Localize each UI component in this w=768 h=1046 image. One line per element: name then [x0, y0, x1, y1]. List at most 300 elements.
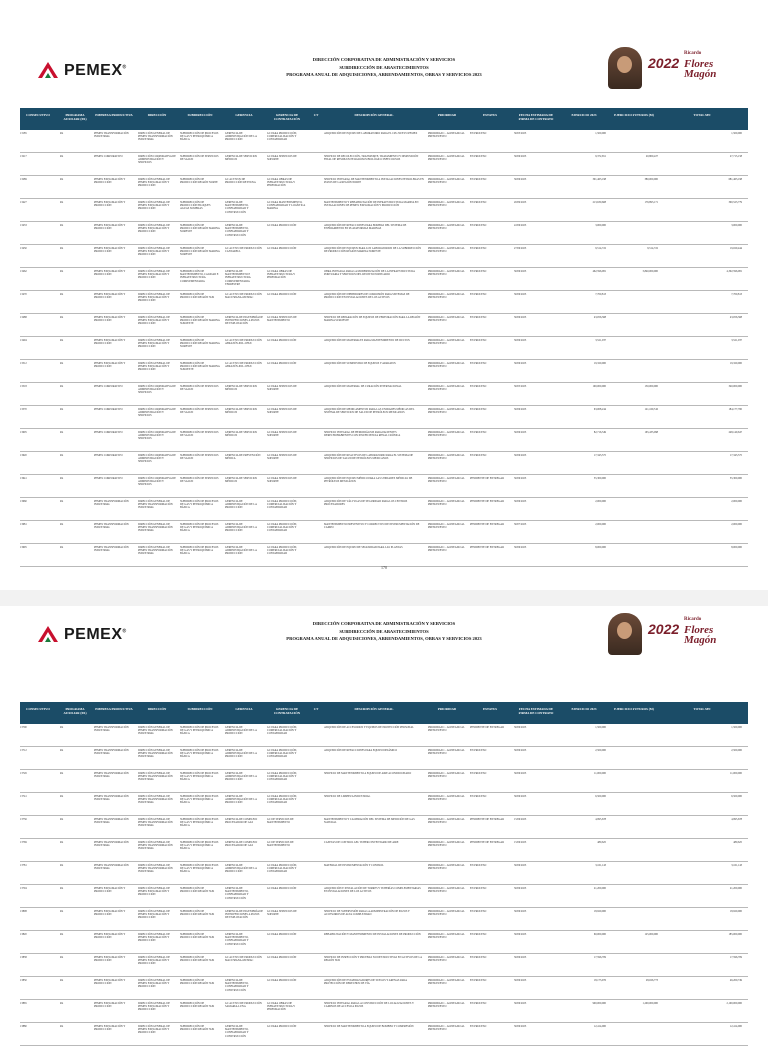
cell-gerencia: GERENCIA DE MANTENIMIENTO, CONFIABILIDAD Y CONSTRUCCIÓN	[225, 1025, 249, 1038]
cell-gerencia-contratacion: GC PARA PRODUCCIÓN	[267, 956, 297, 959]
cell-total: 184,177,760	[728, 408, 742, 411]
portrait-icon	[608, 613, 642, 655]
cell-direccion: DIRECCIÓN GENERAL DE PEMEX TRANSFORMACIÓN INDUSTRIAL	[138, 749, 173, 759]
cell-estatus: EN PROCESO	[470, 431, 487, 434]
cell-gerencia: GERENCIA DE ADMINISTRACIÓN DE LA PRODUCCIÓN	[225, 523, 257, 533]
cell-ejercicio-2023: 60,000,000	[593, 933, 606, 936]
cell-gerencia: GC ACTIVO DE PRODUCCIÓN MACUSPANA-MUSPAC	[225, 956, 262, 963]
cell-total: 43,056,368	[729, 316, 742, 319]
cell-consecutivo: 13427	[20, 201, 27, 204]
cell-prioridad: PRIORIDAD 1 - ALINEADO AL PRESUPUESTO	[428, 316, 465, 323]
cell-consecutivo: 13488	[20, 316, 27, 319]
cell-prioridad: PRIORIDAD 1 - ALINEADO AL PRESUPUESTO	[428, 956, 465, 963]
cell-fecha-firma: 30/05/2023	[514, 385, 527, 388]
cell-gerencia-contratacion: GC PARA SERVICIOS DE MANTENIMIENTO	[267, 316, 297, 323]
cell-gerencia: GERENCIA DE SERVICIOS MÉDICOS	[225, 408, 258, 415]
cell-direccion: DIRECCIÓN GENERAL DE PEMEX EXPLORACIÓN Y PRODUCCIÓN	[138, 1025, 170, 1035]
table-row	[20, 816, 748, 839]
cell-gerencia: GERENCIA DE ADMINISTRACIÓN DE LA PRODUCCIÓN	[225, 500, 257, 510]
cell-gerencia: GERENCIA DE ADMINISTRACIÓN DE LA PRODUCCIÓN	[225, 795, 257, 805]
cell-prioridad: PRIORIDAD 1 - ALINEADO AL PRESUPUESTO	[428, 887, 465, 894]
cell-gerencia: GERENCIA DE MANTENIMIENTO E INFRAESTRUCTURA COMPLEMENTARIA TERRESTRE	[225, 270, 251, 286]
cell-estatus: EN PROCESO	[470, 385, 487, 388]
table-row	[20, 862, 748, 885]
cell-fecha-firma: 30/06/2023	[514, 178, 527, 181]
cell-ejercicio-2023: 21,200,000	[593, 887, 606, 890]
cell-empresa: PEMEX TRANSFORMACIÓN INDUSTRIAL	[94, 749, 129, 756]
cell-estatus: EN PROCESO	[470, 956, 487, 959]
cell-prioridad: PRIORIDAD 1 - ALINEADO AL PRESUPUESTO	[428, 933, 465, 940]
table-row	[20, 337, 748, 360]
logo-mark: ®	[122, 64, 127, 71]
cell-programa: PA	[60, 726, 64, 729]
cell-direccion: DIRECCIÓN GENERAL DE PEMEX EXPLORACIÓN Y PRODUCCIÓN	[138, 956, 170, 966]
cell-total: 8,000,000	[731, 546, 742, 549]
cell-gerencia-contratacion: GC PARA PRODUCCIÓN	[267, 293, 297, 296]
cell-direccion: DIRECCIÓN GENERAL DE PEMEX TRANSFORMACIÓN INDUSTRIAL	[138, 841, 173, 851]
col-header-consecutivo: CONSECUTIVO	[26, 707, 50, 711]
col-header-subdireccion: SUBDIRECCIÓN	[187, 113, 213, 117]
col-header-total: TOTAL MN	[693, 113, 711, 117]
cell-fecha-firma: 30/06/2023	[514, 1025, 527, 1028]
cell-total: 19,029,444	[729, 247, 742, 250]
cell-subdireccion: SUBDIRECCIÓN DE PROCESOS DE GAS Y PETROQUÍMICA BÁSICA	[180, 818, 219, 828]
cell-descripcion: SERVICIO DE RECOLECCIÓN, TRANSPORTE, TRATAMIENTO Y DISPOSICIÓN FINAL DE RESIDUOS PELIGROSOS BIOLÓGICO INFECCIOSOS	[324, 155, 419, 162]
cell-descripcion: ADQUISICIÓN DE ACCESORIOS Y EQUIPOS DE PROTECCIÓN PERSONAL	[324, 726, 414, 729]
cell-prioridad: PRIORIDAD 1 - ALINEADO AL PRESUPUESTO	[428, 1002, 465, 1009]
cell-descripcion: SERVICIO INTEGRAL DE HEMODIÁLISIS PARA PACIENTES DERECHOHABIENTES CON INSUFICIENCIA RENAL CRÓNICA	[324, 431, 401, 438]
cell-gerencia: GERENCIA DE SERVICIOS MÉDICOS	[225, 385, 258, 392]
cell-prioridad: PRIORIDAD 1 - ALINEADO AL PRESUPUESTO	[428, 500, 465, 507]
cell-consecutivo: 13620	[20, 454, 27, 457]
header-line-2: SUBDIRECCIÓN DE ABASTECIMIENTOS	[339, 64, 429, 70]
cell-subdireccion: SUBDIRECCIÓN DE SERVICIOS DE SALUD	[180, 155, 219, 162]
cell-programa: PA	[60, 431, 64, 434]
cell-descripcion: ADQUISICIÓN DE INHIBIDORES DE CORROSIÓN PARA SISTEMAS DE PRODUCCIÓN EN INSTALACIONES DE LOS ACTIVOS	[324, 293, 410, 300]
cell-consecutivo: 13712	[20, 749, 27, 752]
cell-ejercicio-2023: 17,596,709	[593, 956, 606, 959]
cell-total: 3,521,037	[731, 339, 742, 342]
cell-ejercicio-2023: 11,000,000	[594, 772, 606, 775]
cell-prioridad: PRIORIDAD 1 - ALINEADO AL PRESUPUESTO	[428, 293, 465, 300]
cell-ejercicio-2023: 63,008,244	[593, 408, 606, 411]
table-row	[20, 908, 748, 931]
cell-direccion: DIRECCIÓN GENERAL DE PEMEX TRANSFORMACIÓN INDUSTRIAL	[138, 818, 173, 828]
cell-gerencia: GERENCIA DE MANTENIMIENTO, CONFIABILIDAD Y CONSTRUCCIÓN	[225, 979, 249, 992]
cell-prioridad: PRIORIDAD 1 - ALINEADO AL PRESUPUESTO	[428, 523, 465, 530]
cell-descripcion: SERVICIO DE INSPECCIÓN Y PRUEBAS NO DESTRUCTIVAS EN ACTIVOS DE LA REGIÓN SUR	[324, 956, 422, 963]
header-line-2: SUBDIRECCIÓN DE ABASTECIMIENTOS	[339, 628, 429, 634]
table-body	[20, 130, 748, 567]
cell-ejercicio-2023: 1,500,000	[595, 132, 606, 135]
cell-fecha-firma: 30/07/2023	[514, 523, 527, 526]
col-header-ejercicio-2023: EJERCICIO 2023	[571, 113, 597, 117]
cell-gerencia-contratacion: GC PARA SERVICIOS DE SOPORTE	[267, 477, 297, 484]
cell-empresa: PEMEX TRANSFORMACIÓN INDUSTRIAL	[94, 841, 129, 848]
col-header-subdireccion: SUBDIRECCIÓN	[187, 707, 213, 711]
cell-estatus: EN PROCESO	[470, 132, 487, 135]
cell-total: 1,500,000	[731, 726, 742, 729]
table-row	[20, 406, 748, 429]
cell-subdireccion: SUBDIRECCIÓN DE SERVICIOS DE SALUD	[180, 385, 219, 392]
cell-direccion: DIRECCIÓN GENERAL DE PEMEX TRANSFORMACIÓN INDUSTRIAL	[138, 523, 173, 533]
cell-gerencia-contratacion: GC PARA PRODUCCIÓN, COMERCIALIZACIÓN Y CONTABILIDAD	[267, 772, 297, 782]
cell-estatus: EN PROCESO	[470, 795, 487, 798]
cell-fecha-firma: 30/06/2023	[514, 477, 527, 480]
cell-descripcion: ADQUISICIÓN DE EQUIPO DE LABORATORIO PARA EL CPG NUEVO PEMEX	[324, 132, 418, 135]
cell-estatus: EN PROCESO	[470, 772, 487, 775]
cell-total: 17,343,575	[729, 454, 742, 457]
cell-empresa: PEMEX CORPORATIVO	[94, 408, 123, 411]
cell-descripcion: ADQUISICIÓN DE EQUIPOS PARA LOS LABORATORIOS DE LA SUBDIRECCIÓN DE PRODUCCIÓN REGIÓN MARINA NORESTE	[324, 247, 422, 254]
cell-subdireccion: SUBDIRECCIÓN DE PRODUCCIÓN REGIÓN MARINA SUROESTE	[180, 316, 220, 326]
cell-estatus: EN PROCESO	[470, 933, 487, 936]
cell-programa: PA	[60, 155, 64, 158]
cell-estatus: EN PROCESO	[470, 201, 487, 204]
col-header-consecutivo: CONSECUTIVO	[26, 113, 50, 117]
col-header-empresa: EMPRESA PRODUCTIVA	[95, 113, 133, 117]
cell-ejercicio-futuros: 176,893,171	[644, 201, 658, 204]
cell-total: 3,000,000	[731, 224, 742, 227]
cell-programa: PA	[60, 293, 64, 296]
cell-programa: PA	[60, 864, 64, 867]
cell-empresa: PEMEX EXPLORACIÓN Y PRODUCCIÓN	[94, 339, 126, 346]
cell-prioridad: PRIORIDAD 1 - ALINEADO AL PRESUPUESTO	[428, 454, 465, 461]
col-header-gerencia-contratacion: GERENCIA DE CONTRATACIÓN	[273, 707, 301, 715]
cell-descripcion: SERVICIO INTEGRAL PARA LA CONSTRUCCIÓN DE LOCALIZACIONES Y CAMINOS DE ACCESO A POZOS	[324, 1002, 414, 1009]
cell-subdireccion: SUBDIRECCIÓN DE PROCESOS DE GAS Y PETROQUÍMICA BÁSICA	[180, 772, 219, 782]
cell-prioridad: PRIORIDAD 1 - ALINEADO AL PRESUPUESTO	[428, 818, 465, 825]
cell-fecha-firma: 30/06/2023	[514, 431, 527, 434]
cell-gerencia: GC ACTIVO DE PRODUCCIÓN ABKATÚN-POL-CHUC	[225, 362, 262, 369]
cell-gerencia: GERENCIA DE COMPLEJO PROCESADOR DE GAS	[225, 818, 258, 825]
flores-magon-emblem	[608, 611, 738, 656]
emblem-caption: Ricardo	[684, 51, 702, 56]
cell-subdireccion: SUBDIRECCIÓN DE SERVICIOS DE SALUD	[180, 431, 219, 438]
col-header-programa: PROGRAMA AUXILIAR (PA)	[63, 113, 87, 121]
cell-empresa: PEMEX EXPLORACIÓN Y PRODUCCIÓN	[94, 362, 126, 369]
cell-direccion: DIRECCIÓN GENERAL DE PEMEX EXPLORACIÓN Y PRODUCCIÓN	[138, 201, 170, 211]
cell-gerencia-contratacion: GC PARA OBRAS DE INFRAESTRUCTURA Y PERFORACIÓN	[267, 1002, 295, 1012]
cell-gerencia-contratacion: GC PARA PRODUCCIÓN	[267, 224, 297, 227]
header-line-3: PROGRAMA ANUAL DE ADQUISICIONES, ARRENDAMIENTOS, OBRAS Y SERVICIOS 2023	[286, 636, 482, 641]
cell-fecha-firma: 30/06/2023	[514, 864, 527, 867]
cell-total: 248,149,647	[728, 431, 742, 434]
cell-subdireccion: SUBDIRECCIÓN DE MANTENIMIENTO, CALIDAD E INFRAESTRUCTURA COMPLEMENTARIA	[180, 270, 219, 283]
cell-ejercicio-futuros: 125,000,000	[644, 933, 658, 936]
cell-consecutivo: 13741	[20, 795, 27, 798]
cell-gerencia-contratacion: GC PARA PRODUCCIÓN, COMERCIALIZACIÓN Y CONTABILIDAD	[267, 749, 297, 759]
col-header-prioridad: PRIORIDAD	[437, 113, 457, 117]
cell-estatus: EN PROCESO	[470, 454, 487, 457]
cell-empresa: PEMEX TRANSFORMACIÓN INDUSTRIAL	[94, 818, 129, 825]
cell-prioridad: PRIORIDAD 1 - ALINEADO AL PRESUPUESTO	[428, 795, 465, 802]
cell-ejercicio-2023: 190,000,000	[592, 385, 606, 388]
cell-direccion: DIRECCIÓN GENERAL DE PEMEX EXPLORACIÓN Y PRODUCCIÓN	[138, 178, 170, 188]
cell-ejercicio-futuros: 121,169,516	[644, 408, 658, 411]
cell-direccion: DIRECCIÓN GENERAL DE PEMEX EXPLORACIÓN Y PRODUCCIÓN	[138, 316, 170, 326]
cell-direccion: DIRECCIÓN CORPORATIVA DE ADMINISTRACIÓN Y SERVICIOS	[138, 155, 176, 165]
logo-mark: ®	[122, 628, 127, 635]
cell-ejercicio-2023: 480,625	[597, 841, 606, 844]
cell-subdireccion: SUBDIRECCIÓN DE PROCESOS DE GAS Y PETROQUÍMICA BÁSICA	[180, 841, 219, 851]
cell-empresa: PEMEX TRANSFORMACIÓN INDUSTRIAL	[94, 772, 129, 779]
cell-programa: PA	[60, 477, 64, 480]
cell-subdireccion: SUBDIRECCIÓN DE SERVICIOS DE SALUD	[180, 454, 219, 461]
cell-fecha-firma: 30/06/2023	[514, 933, 527, 936]
cell-ejercicio-2023: 301,463,198	[592, 178, 606, 181]
cell-empresa: PEMEX TRANSFORMACIÓN INDUSTRIAL	[94, 546, 129, 553]
cell-empresa: PEMEX TRANSFORMACIÓN INDUSTRIAL	[94, 864, 129, 871]
cell-consecutivo: 13433	[20, 224, 27, 227]
cell-consecutivo: 13726	[20, 772, 27, 775]
cell-gerencia: GC ACTIVO DE PRODUCCIÓN ABKATÚN-POL-CHUC	[225, 339, 262, 346]
cell-subdireccion: SUBDIRECCIÓN DE PROCESOS DE GAS Y PETROQUÍMICA BÁSICA	[180, 523, 219, 533]
cell-empresa: PEMEX EXPLORACIÓN Y PRODUCCIÓN	[94, 1002, 126, 1009]
cell-programa: PA	[60, 362, 64, 365]
cell-descripcion: SERVICIO DE MANTENIMIENTO A EQUIPO DE BOMBEO Y COMPRESIÓN	[324, 1025, 414, 1028]
cell-descripcion: ADQUISICIÓN DE ESTABILIZADORES DE SUELOS Y ARENAS PARA PROTECCIÓN DE DERECHOS DE VÍA	[324, 979, 407, 986]
cell-estatus: PENDIENTE DE ENTREGAR	[470, 841, 505, 844]
cell-total: 4,995,678	[731, 818, 742, 821]
cell-prioridad: PRIORIDAD 1 - ALINEADO AL PRESUPUESTO	[428, 408, 465, 415]
table-row	[20, 747, 748, 770]
cell-total: 2,500,000	[731, 749, 742, 752]
cell-estatus: EN PROCESO	[470, 979, 487, 982]
cell-subdireccion: SUBDIRECCIÓN DE PRODUCCIÓN BLOQUES AGUAS SOMERAS	[180, 201, 211, 211]
cell-programa: PA	[60, 132, 64, 135]
cell-ejercicio-2023: 2,500,000	[595, 749, 606, 752]
cell-direccion: DIRECCIÓN GENERAL DE PEMEX TRANSFORMACIÓN INDUSTRIAL	[138, 772, 173, 782]
cell-gerencia-contratacion: GC PARA PRODUCCIÓN, COMERCIALIZACIÓN Y CONTABILIDAD	[267, 523, 297, 533]
cell-consecutivo: 13289	[20, 178, 27, 181]
cell-direccion: DIRECCIÓN CORPORATIVA DE ADMINISTRACIÓN Y SERVICIOS	[138, 454, 176, 464]
table-row	[20, 1023, 748, 1046]
cell-ejercicio-2023: 12,414,000	[593, 1025, 606, 1028]
cell-gerencia: GERENCIA DE ADMINISTRACIÓN DE LA PRODUCCIÓN	[225, 772, 257, 782]
cell-gerencia: GERENCIA DE MANTENIMIENTO, CONFIABILIDAD Y CONSTRUCCIÓN	[225, 201, 249, 214]
cell-fecha-firma: 30/06/2023	[514, 956, 527, 959]
cell-direccion: DIRECCIÓN GENERAL DE PEMEX EXPLORACIÓN Y PRODUCCIÓN	[138, 887, 170, 897]
cell-direccion: DIRECCIÓN GENERAL DE PEMEX EXPLORACIÓN Y PRODUCCIÓN	[138, 293, 170, 303]
cell-total: 2,000,000	[731, 500, 742, 503]
cell-prioridad: PRIORIDAD 1 - ALINEADO AL PRESUPUESTO	[428, 772, 465, 779]
cell-fecha-firma: 27/06/2023	[514, 247, 527, 250]
cell-total: 17,596,709	[729, 956, 742, 959]
col-header-programa: PROGRAMA AUXILIAR (PA)	[63, 707, 87, 715]
emblem-name-1: Flores	[684, 624, 714, 636]
cell-consecutivo: 13660	[20, 500, 27, 503]
cell-programa: PA	[60, 749, 64, 752]
cell-total: 7,700,813	[731, 293, 742, 296]
cell-estatus: EN PROCESO	[470, 247, 487, 250]
cell-programa: PA	[60, 979, 64, 982]
cell-prioridad: PRIORIDAD 1 - ALINEADO AL PRESUPUESTO	[428, 749, 465, 756]
cell-direccion: DIRECCIÓN GENERAL DE PEMEX EXPLORACIÓN Y PRODUCCIÓN	[138, 979, 170, 989]
col-header-fecha-firma: FECHA ESTIMADA DE FIRMA DE CONTRATO	[518, 707, 554, 715]
cell-estatus: EN PROCESO	[470, 887, 487, 890]
cell-ejercicio-2023: 213,630,608	[592, 201, 606, 204]
cell-consecutivo: 13494	[20, 339, 27, 342]
cell-gerencia-contratacion: GC PARA PRODUCCIÓN, COMERCIALIZACIÓN Y CONTABILIDAD	[267, 132, 297, 142]
cell-subdireccion: SUBDIRECCIÓN DE PRODUCCIÓN REGIÓN SUR	[180, 1025, 215, 1032]
cell-prioridad: PRIORIDAD 1 - ALINEADO AL PRESUPUESTO	[428, 841, 465, 848]
cell-total: 2,100,000,000	[726, 1002, 742, 1005]
cell-empresa: PEMEX EXPLORACIÓN Y PRODUCCIÓN	[94, 316, 126, 323]
col-header-descripcion: DESCRIPCIÓN GENERAL	[354, 113, 394, 117]
cell-total: 390,523,779	[728, 201, 742, 204]
cell-gerencia-contratacion: GC PARA PRODUCCIÓN	[267, 362, 297, 365]
cell-subdireccion: SUBDIRECCIÓN DE PRODUCCIÓN REGIÓN SUR	[180, 933, 215, 940]
cell-gerencia: GERENCIA DE ADMINISTRACIÓN DE LA PRODUCCIÓN	[225, 726, 257, 736]
cell-estatus: PENDIENTE DE ENTREGAR	[470, 546, 505, 549]
cell-direccion: DIRECCIÓN CORPORATIVA DE ADMINISTRACIÓN Y SERVICIOS	[138, 477, 176, 487]
cell-gerencia: GERENCIA DE MANTENIMIENTO, CONFIABILIDAD Y CONSTRUCCIÓN	[225, 933, 249, 946]
cell-programa: PA	[60, 339, 64, 342]
cell-ejercicio-2023: 3,521,037	[595, 339, 606, 342]
cell-descripcion: CASETAS DE CONTROL GEL TUBERO INVENTARIO DE AIRE	[324, 841, 399, 844]
cell-empresa: PEMEX CORPORATIVO	[94, 477, 123, 480]
cell-subdireccion: SUBDIRECCIÓN DE SERVICIOS DE SALUD	[180, 477, 219, 484]
cell-descripcion: ADQUISICIÓN DE SUMINISTRO DE EQUIPOS Y APARATOS	[324, 362, 396, 365]
cell-prioridad: PRIORIDAD 1 - ALINEADO AL PRESUPUESTO	[428, 431, 465, 438]
cell-consecutivo: 13865	[20, 1002, 27, 1005]
cell-total: 46,200,749	[729, 979, 742, 982]
cell-fecha-firma: 30/06/2023	[514, 979, 527, 982]
cell-fecha-firma: 22/06/2023	[514, 224, 527, 227]
cell-total: 19,320,000	[729, 362, 742, 365]
cell-empresa: PEMEX EXPLORACIÓN Y PRODUCCIÓN	[94, 887, 126, 894]
cell-consecutivo: 13769	[20, 841, 27, 844]
table-row	[20, 1000, 748, 1023]
cell-fecha-firma: 20/09/2023	[514, 201, 527, 204]
cell-gerencia: GERENCIA DE ADMINISTRACIÓN DE LA PRODUCCIÓN	[225, 132, 257, 142]
cell-consecutivo: 13820	[20, 933, 27, 936]
table-body	[20, 724, 748, 1046]
cell-consecutivo: 13605	[20, 431, 27, 434]
cell-gerencia-contratacion: GC PARA MANTENIMIENTO, CONFIABILIDAD Y LOGÍSTICA MARINA	[267, 201, 306, 211]
cell-estatus: EN PROCESO	[470, 1002, 487, 1005]
col-header-direccion: DIRECCIÓN	[147, 113, 167, 117]
cell-subdireccion: SUBDIRECCIÓN DE PROCESOS DE GAS Y PETROQUÍMICA BÁSICA	[180, 546, 219, 556]
col-header-ejercicio-futuros: EJERCICIO FUTUROS (M)	[614, 113, 654, 117]
cell-prioridad: PRIORIDAD 1 - ALINEADO AL PRESUPUESTO	[428, 270, 465, 277]
cell-total: 1,500,000	[731, 132, 742, 135]
cell-programa: PA	[60, 887, 64, 890]
col-header-gerencia: GERENCIA	[235, 707, 253, 711]
cell-total: 3,161,143	[731, 864, 742, 867]
cell-estatus: EN PROCESO	[470, 293, 487, 296]
cell-direccion: DIRECCIÓN GENERAL DE PEMEX TRANSFORMACIÓN INDUSTRIAL	[138, 132, 173, 142]
cell-total: 2,000,000	[731, 523, 742, 526]
cell-gerencia: GERENCIA DE SERVICIOS MÉDICOS	[225, 431, 258, 438]
table-row	[20, 176, 748, 199]
col-header-estatus: ESTATUS	[482, 707, 498, 711]
cell-empresa: PEMEX TRANSFORMACIÓN INDUSTRIAL	[94, 726, 129, 733]
cell-total: 18,920,000	[729, 910, 742, 913]
table-row	[20, 793, 748, 816]
cell-gerencia-contratacion: GC PARA PRODUCCIÓN	[267, 887, 297, 890]
cell-fecha-firma: 30/06/2023	[514, 454, 527, 457]
header-line-3: PROGRAMA ANUAL DE ADQUISICIONES, ARRENDAMIENTOS, OBRAS Y SERVICIOS 2023	[286, 72, 482, 77]
cell-empresa: PEMEX EXPLORACIÓN Y PRODUCCIÓN	[94, 933, 126, 940]
cell-gerencia-contratacion: GC PARA OBRAS DE INFRAESTRUCTURA Y PERFORACIÓN	[267, 178, 295, 188]
cell-descripcion: ADQUISICIÓN DE EQUIPO DE SEGURIDAD PARA LAS PLANTAS	[324, 546, 403, 549]
cell-descripcion: MANTENIMIENTO PREVENTIVO Y CORRECTIVO DE INSTRUMENTACIÓN DE CAMPO	[324, 523, 420, 530]
cell-estatus: EN PROCESO	[470, 270, 487, 273]
cell-prioridad: PRIORIDAD 1 - ALINEADO AL PRESUPUESTO	[428, 910, 465, 917]
cell-gerencia-contratacion: GC PARA OBRAS DE INFRAESTRUCTURA Y PERFORACIÓN	[267, 270, 295, 280]
cell-descripcion: SERVICIO INTEGRAL DE MANTENIMIENTO A INSTALACIONES PETROLERAS EN POZOS DE LA REGIÓN NORTE	[324, 178, 424, 185]
cell-prioridad: PRIORIDAD 1 - ALINEADO AL PRESUPUESTO	[428, 247, 465, 254]
cell-ejercicio-futuros: 150,000,000	[644, 385, 658, 388]
cell-empresa: PEMEX EXPLORACIÓN Y PRODUCCIÓN	[94, 201, 126, 208]
cell-total: 681,463,198	[728, 178, 742, 181]
cell-gerencia: GERENCIA DE MANTENIMIENTO, CONFIABILIDAD Y CONSTRUCCIÓN	[225, 887, 249, 900]
cell-fecha-firma: 30/03/2023	[514, 132, 527, 135]
cell-programa: PA	[60, 385, 64, 388]
cell-empresa: PEMEX EXPLORACIÓN Y PRODUCCIÓN	[94, 293, 126, 300]
cell-consecutivo: 13470	[20, 293, 27, 296]
cell-gerencia: GERENCIA DE MANTENIMIENTO, CONFIABILIDAD Y CONSTRUCCIÓN	[225, 224, 249, 237]
cell-estatus: EN PROCESO	[470, 1025, 487, 1028]
cell-ejercicio-futuros: 1,200,000,000	[642, 1002, 658, 1005]
cell-gerencia-contratacion: GC PARA PRODUCCIÓN, COMERCIALIZACIÓN Y CONTABILIDAD	[267, 864, 297, 874]
cell-empresa: PEMEX CORPORATIVO	[94, 155, 123, 158]
cell-total: 27,715,158	[729, 155, 742, 158]
cell-gerencia-contratacion: GC PARA PRODUCCIÓN, COMERCIALIZACIÓN Y CONTABILIDAD	[267, 500, 297, 510]
cell-fecha-firma: 30/06/2023	[514, 749, 527, 752]
cell-descripcion: MATERIAL DE INSTRUMENTACIÓN Y CONTROL	[324, 864, 384, 867]
cell-direccion: DIRECCIÓN CORPORATIVA DE ADMINISTRACIÓN Y SERVICIOS	[138, 385, 176, 395]
cell-empresa: PEMEX EXPLORACIÓN Y PRODUCCIÓN	[94, 1025, 126, 1032]
cell-fecha-firma: 30/06/2023	[514, 339, 527, 342]
cell-estatus: EN PROCESO	[470, 864, 487, 867]
cell-empresa: PEMEX EXPLORACIÓN Y PRODUCCIÓN	[94, 178, 126, 185]
cell-total: 35,300,000	[729, 477, 742, 480]
emblem-name-2: Magón	[684, 634, 717, 646]
flores-magon-emblem	[608, 45, 738, 90]
cell-consecutivo: 13700	[20, 726, 27, 729]
cell-empresa: PEMEX EXPLORACIÓN Y PRODUCCIÓN	[94, 224, 126, 231]
cell-prioridad: PRIORIDAD 1 - ALINEADO AL PRESUPUESTO	[428, 864, 465, 871]
cell-ejercicio-2023: 9,372,651	[595, 155, 606, 158]
cell-subdireccion: SUBDIRECCIÓN DE PRODUCCIÓN REGIÓN NORTE	[180, 178, 218, 185]
cell-consecutivo: 13518	[20, 385, 27, 388]
cell-descripcion: OBRA INTEGRAL PARA LA MODERNIZACIÓN DE LA INFRAESTRUCTURA PORTUARIA Y SERVICIOS DEL RECINTO PORTUARIO	[324, 270, 415, 277]
cell-subdireccion: SUBDIRECCIÓN DE PRODUCCIÓN REGIÓN MARINA NORESTE	[180, 247, 220, 257]
cell-consecutivo: 13781	[20, 864, 27, 867]
col-header-estatus: ESTATUS	[482, 113, 498, 117]
table-row	[20, 544, 748, 567]
table-row	[20, 770, 748, 793]
cell-fecha-firma: 30/06/2023	[514, 500, 527, 503]
cell-gerencia-contratacion: GC PARA SERVICIOS DE SOPORTE	[267, 910, 297, 917]
cell-estatus: PENDIENTE DE ENTREGAR	[470, 523, 505, 526]
cell-programa: PA	[60, 247, 64, 250]
table-row	[20, 360, 748, 383]
cell-direccion: DIRECCIÓN GENERAL DE PEMEX TRANSFORMACIÓN INDUSTRIAL	[138, 795, 173, 805]
cell-fecha-firma: 30/06/2023	[514, 362, 527, 365]
cell-prioridad: PRIORIDAD 1 - ALINEADO AL PRESUPUESTO	[428, 178, 465, 185]
cell-programa: PA	[60, 201, 64, 204]
cell-prioridad: PRIORIDAD 1 - ALINEADO AL PRESUPUESTO	[428, 132, 465, 139]
cell-programa: PA	[60, 1025, 64, 1028]
cell-descripcion: SERVICIO DE SUPERVISIÓN PARA LA ADMINISTRACIÓN DE POZOS Y ACCESORIOS DE ALTA COMPLEJIDAD	[324, 910, 410, 917]
cell-consecutivo: 13794	[20, 887, 27, 890]
cell-empresa: PEMEX EXPLORACIÓN Y PRODUCCIÓN	[94, 270, 126, 277]
cell-subdireccion: SUBDIRECCIÓN DE PROCESOS DE GAS Y PETROQUÍMICA BÁSICA	[180, 726, 219, 736]
